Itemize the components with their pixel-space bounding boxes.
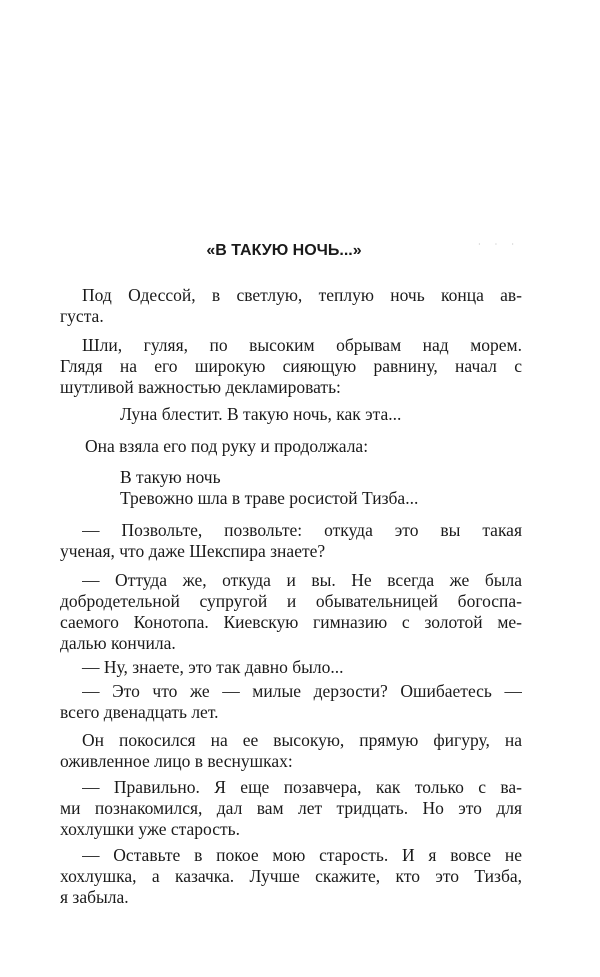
text-line: — Это что же — милые дерзости? Ошибаетесь — — [82, 681, 522, 701]
text-line: всего двенадцать лет. — [60, 702, 219, 722]
text-line: Шли, гуляя, по высоким обрывам над морем. — [82, 335, 522, 355]
text-line: добродетельной супругой и обывательницей богоспа- — [60, 591, 522, 611]
text-line: ученая, что даже Шекспира знаете? — [60, 541, 326, 561]
text-line: далью кончила. — [60, 633, 176, 653]
text-line: хохлушки уже старость. — [60, 819, 240, 839]
text-line: ми познакомился, дал вам лет тридцать. Но это для — [60, 798, 522, 818]
text-line: — Оставьте в покое мою старость. И я вовсе не — [82, 845, 522, 865]
text-line: — Правильно. Я еще позавчера, как только с ва- — [82, 777, 522, 797]
text-line: — Позвольте, позвольте: откуда это вы такая — [82, 520, 522, 540]
text-line: я забыла. — [60, 887, 129, 907]
text-line: шутливой важностью декламировать: — [60, 377, 341, 397]
text-line: оживленное лицо в веснушках: — [60, 751, 293, 771]
text-line: — Ну, знаете, это так давно было... — [82, 657, 344, 677]
verse-line: Тревожно шла в траве росистой Тизба... — [120, 488, 419, 508]
text-line: густа. — [60, 306, 104, 326]
verse-line: Луна блестит. В такую ночь, как эта... — [120, 404, 402, 424]
text-line: Под Одессой, в светлую, теплую ночь конца ав- — [82, 285, 522, 305]
chapter-title: «В ТАКУЮ НОЧЬ...» — [206, 242, 362, 259]
text-line: Глядя на его широкую сияющую равнину, начал с — [60, 356, 522, 376]
text-line: — Оттуда же, откуда и вы. Не всегда же была — [82, 570, 522, 590]
text-line: хохлушка, а казачка. Лучше скажите, кто это Тизба, — [60, 866, 522, 886]
text-line: Он покосился на ее высокую, прямую фигуру, на — [82, 730, 522, 750]
scan-specks: · · · — [478, 240, 520, 249]
text-line: саемого Конотопа. Киевскую гимназию с золотой ме- — [60, 612, 522, 632]
text-line: Она взяла его под руку и продолжала: — [85, 436, 369, 456]
verse-line: В такую ночь — [120, 467, 221, 487]
